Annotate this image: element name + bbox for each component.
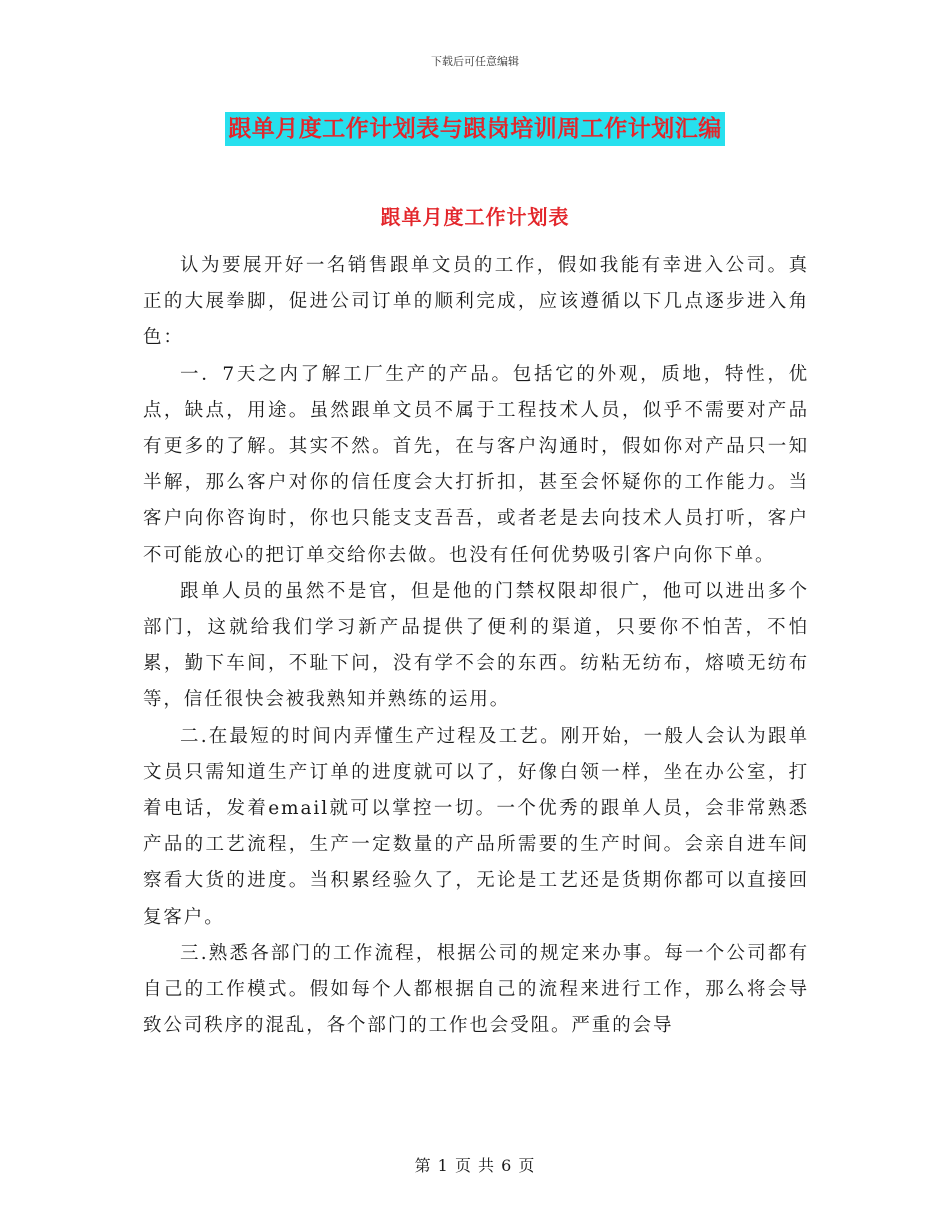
paragraph: 一．7天之内了解工厂生产的产品。包括它的外观，质地，特性，优点，缺点，用途。虽然跟单文员不属于工程技术人员，似乎不需要对产品有更多的了解。其实不然。首先，在与客户沟通时，假如你对产品只一知半解，那么客户对你的信任度会大打折扣，甚至会怀疑你的工作能力。当客户向你咨询时，你也只能支支吾吾，或者老是去向技术人员打听，客户不可能放心的把订单交给你去做。也没有任何优势吸引客户向你下单。 — [143, 363, 809, 566]
paragraph: 认为要展开好一名销售跟单文员的工作，假如我能有幸进入公司。真正的大展拳脚，促进公司订单的顺利完成，应该遵循以下几点逐步进入角色： — [143, 255, 809, 349]
paragraph: 二.在最短的时间内弄懂生产过程及工艺。刚开始，一般人会认为跟单文员只需知道生产订单的进度就可以了，好像白领一样，坐在办公室，打着电话，发着email就可以掌控一切。一个优秀的跟单人员，会非常熟悉产品的工艺流程，生产一定数量的产品所需要的生产时间。会亲自进车间察看大货的进度。当积累经验久了，无论是工艺还是货期你都可以直接回复客户。 — [143, 725, 809, 928]
paragraph: 三.熟悉各部门的工作流程，根据公司的规定来办事。每一个公司都有自己的工作模式。假如每个人都根据自己的流程来进行工作，那么将会导致公司秩序的混乱，各个部门的工作也会受阻。严重的会导 — [143, 942, 809, 1037]
page-footer: 第 1 页 共 6 页 — [414, 1156, 536, 1175]
body-content — [143, 248, 809, 1044]
main-title: 跟单月度工作计划表与跟岗培训周工作计划汇编 — [225, 112, 725, 146]
section-title: 跟单月度工作计划表 — [380, 205, 570, 229]
main-title-container — [0, 112, 950, 146]
paragraph: 跟单人员的虽然不是官，但是他的门禁权限却很广，他可以进出多个部门，这就给我们学习新产品提供了便利的渠道，只要你不怕苦，不怕累，勤下车间，不耻下问，没有学不会的东西。纺粘无纺布，熔喷无纺布等，信任很快会被我熟知并熟练的运用。 — [143, 580, 809, 711]
header-note: 下载后可任意编辑 — [431, 55, 519, 68]
